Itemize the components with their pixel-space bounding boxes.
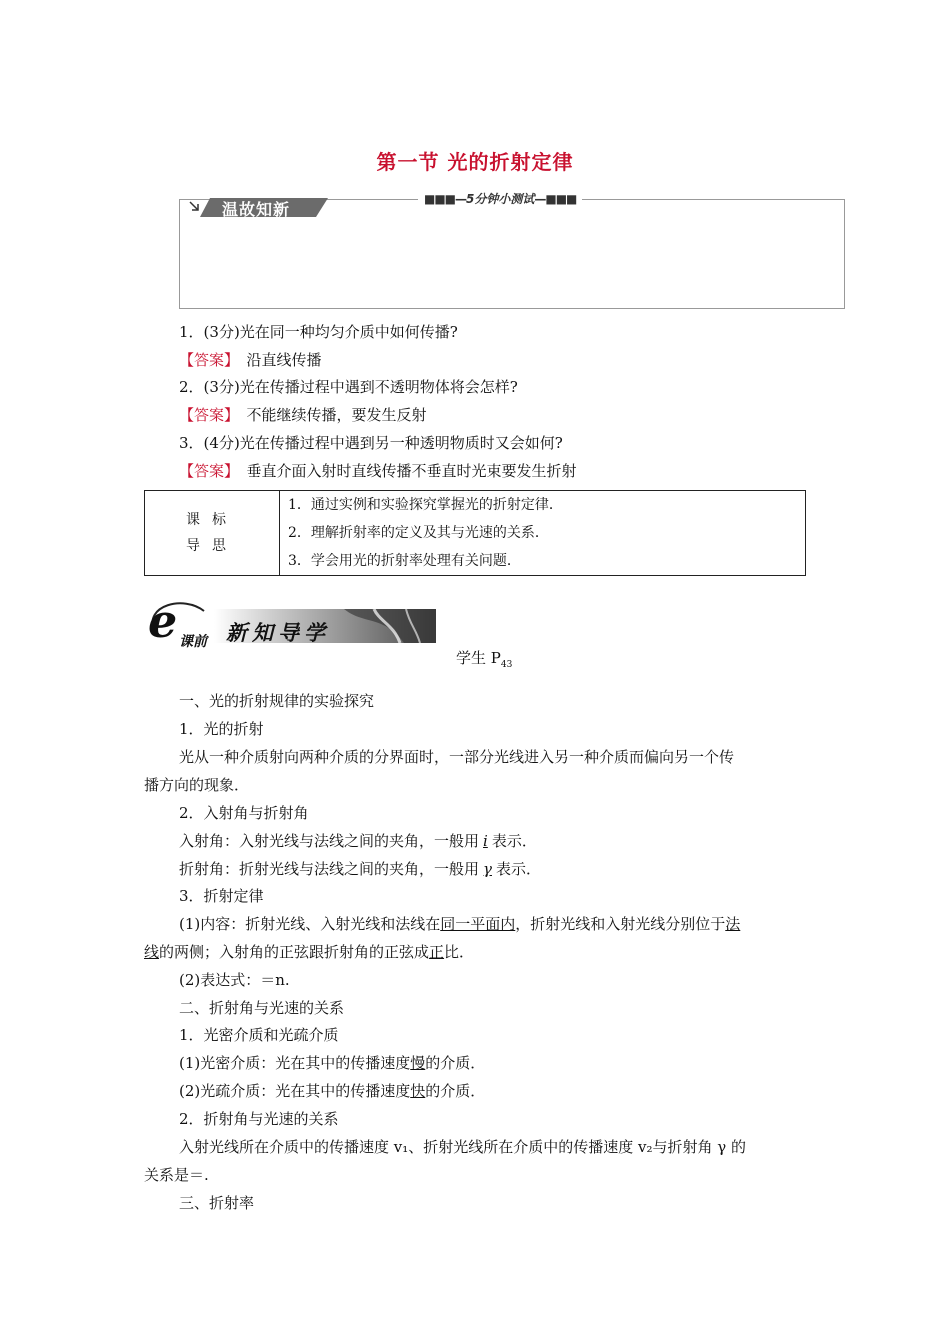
subheading: 1．光密介质和光疏介质 [179, 1026, 339, 1044]
paragraph-line: 播方向的现象． [144, 776, 250, 794]
subheading: 2．折射角与光速的关系 [179, 1110, 339, 1128]
goals-table [144, 490, 806, 576]
e-logo-icon: e [148, 594, 178, 648]
heading-2: 二、折射角与光速的关系 [179, 999, 345, 1017]
section-banner-title: 新知导学 [226, 620, 330, 645]
review-tab [188, 196, 328, 218]
review-tab-label: 温故知新 [222, 200, 291, 219]
subheading: 1．光的折射 [179, 720, 264, 738]
goals-label: 课标 导思 [145, 491, 280, 576]
question-2: 2．(3分)光在传播过程中遇到不透明物体将会怎样? [179, 378, 518, 396]
paragraph-line: (1)光密介质：光在其中的传播速度慢的介质． [179, 1054, 486, 1072]
paragraph-line: 关系是＝. [144, 1166, 209, 1184]
paragraph-line: 入射角：入射光线与法线之间的夹角，一般用 i 表示． [179, 832, 537, 850]
question-1: 1．(3分)光在同一种均匀介质中如何传播? [179, 323, 458, 341]
page-title: 第一节 光的折射定律 [376, 150, 574, 174]
answer-1: 【答案】 沿直线传播 [179, 351, 322, 369]
goal-item: 2．理解折射率的定义及其与光速的关系． [288, 525, 549, 541]
quiz-tag: ■■■—5分钟小测试—■■■ [418, 190, 582, 207]
student-page-ref: 学生 $P_{43}$ [456, 649, 513, 670]
paragraph-line: (2)表达式：＝n. [179, 971, 290, 989]
subheading: 2．入射角与折射角 [179, 804, 309, 822]
paragraph-line: 光从一种介质射向两种介质的分界面时，一部分光线进入另一种介质而偏向另一个传 [179, 748, 735, 766]
question-3: 3．(4分)光在传播过程中遇到另一种透明物质时又会如何? [179, 434, 563, 452]
subheading: 3．折射定律 [179, 887, 264, 905]
paragraph-line: (1)内容：折射光线、入射光线和法线在同一平面内，折射光线和入射光线分别位于法 [179, 915, 741, 933]
goals-items [280, 491, 806, 576]
answer-2: 【答案】 不能继续传播，要发生反射 [179, 406, 427, 424]
paragraph-line: 折射角：折射光线与法线之间的夹角，一般用 γ 表示． [179, 860, 541, 878]
heading-1: 一、光的折射规律的实验探究 [179, 692, 375, 710]
heading-3: 三、折射率 [179, 1194, 255, 1212]
banner-prefix: 课前 [179, 634, 207, 650]
paragraph-line: 入射光线所在介质中的传播速度 v₁、折射光线所在介质中的传播速度 v₂与折射角 γ 的 [179, 1138, 747, 1156]
answer-3: 【答案】 垂直介面入射时直线传播不垂直时光束要发生折射 [179, 462, 577, 480]
paragraph-line: 线的两侧；入射角的正弦跟折射角的正弦成正比． [144, 943, 475, 961]
paragraph-line: (2)光疏介质：光在其中的传播速度快的介质． [179, 1082, 486, 1100]
goal-item: 1．通过实例和实验探究掌握光的折射定律． [288, 497, 563, 513]
goal-item: 3．学会用光的折射率处理有关问题． [288, 553, 521, 569]
